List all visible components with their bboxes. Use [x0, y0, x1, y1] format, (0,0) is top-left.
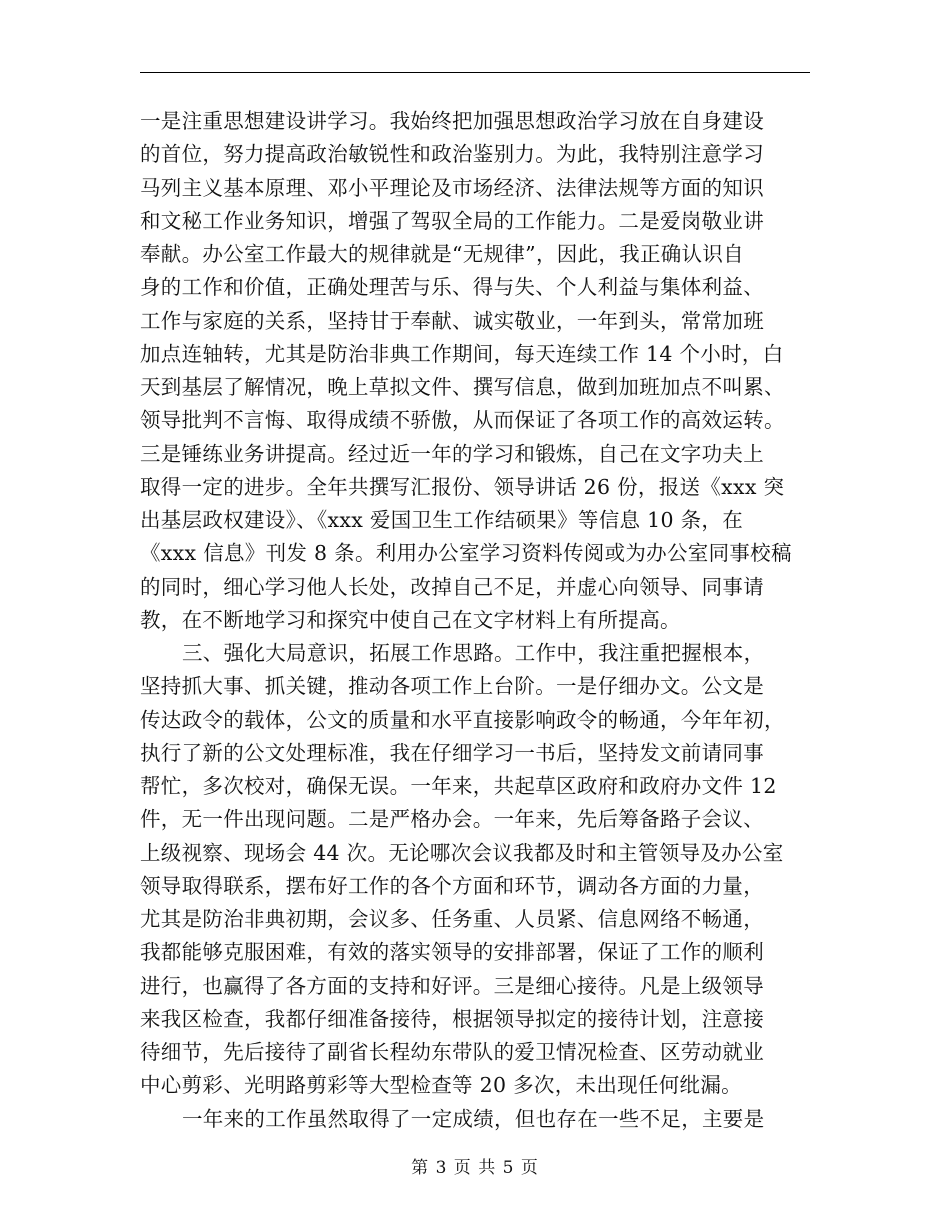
- text-line: 天到基层了解情况，晚上草拟文件、撰写信息，做到加班加点不叫累、: [140, 375, 785, 399]
- text-line: 坚持抓大事、抓关键，推动各项工作上台阶。一是仔细办文。公文是: [140, 674, 764, 699]
- text-line: 奉献。办公室工作最大的规律就是“无规律”，因此，我正确认识自: [140, 242, 744, 266]
- text-line: 一是注重思想建设讲学习。我始终把加强思想政治学习放在自身建设: [140, 109, 764, 133]
- text-line: 帮忙，多次校对，确保无误。一年来，共起草区政府和政府办文件 12: [140, 774, 777, 798]
- text-line: 待细节，先后接待了副省长程幼东带队的爱卫情况检查、区劳动就业: [140, 1040, 764, 1064]
- text-line: 的同时，细心学习他人长处，改掉自己不足，并虚心向领导、同事请: [140, 574, 764, 599]
- text-line: 和文秘工作业务知识，增强了驾驭全局的工作能力。二是爱岗敬业讲: [140, 208, 764, 233]
- text-line: 件，无一件出现问题。二是严格办会。一年来，先后筹备路子会议、: [140, 807, 764, 832]
- text-line: 领导取得联系，摆布好工作的各个方面和环节，调动各方面的力量，: [140, 873, 764, 898]
- text-line: 中心剪彩、光明路剪彩等大型检查等 20 多次，未出现任何纰漏。: [140, 1073, 742, 1098]
- text-line: 马列主义基本原理、邓小平理论及市场经济、法律法规等方面的知识: [140, 175, 764, 200]
- text-line: 出基层政权建设》、《xxx 爱国卫生工作结硕果》等信息 10 条，在: [140, 508, 744, 532]
- text-line: 传达政令的载体，公文的质量和水平直接影响政令的畅通，今年年初，: [140, 707, 785, 732]
- header-rule: [140, 72, 810, 73]
- paragraph-start-line: 一年来的工作虽然取得了一定成绩，但也存在一些不足，主要是: [182, 1106, 765, 1131]
- text-line: 《xxx 信息》刊发 8 条。利用办公室学习资料传阅或为办公室同事校稿: [140, 541, 792, 566]
- text-line: 三是锤练业务讲提高。经过近一年的学习和锻炼，自己在文字功夫上: [140, 441, 764, 466]
- text-line: 加点连轴转，尤其是防治非典工作期间，每天连续工作 14 个小时，白: [140, 341, 784, 366]
- text-line: 教，在不断地学习和探究中使自己在文字材料上有所提高。: [140, 607, 681, 632]
- text-line: 领导批判不言悔、取得成绩不骄傲，从而保证了各项工作的高效运转。: [140, 408, 785, 433]
- paragraph-start-line: 三、强化大局意识，拓展工作思路。工作中，我注重把握根本，: [182, 641, 765, 665]
- text-line: 身的工作和价值，正确处理苦与乐、得与失、个人利益与集体利益、: [140, 275, 764, 300]
- text-line: 的首位，努力提高政治敏锐性和政治鉴别力。为此，我特别注意学习: [140, 142, 764, 167]
- text-line: 上级视察、现场会 44 次。无论哪次会议我都及时和主管领导及办公室: [140, 840, 784, 865]
- text-line: 进行，也赢得了各方面的支持和好评。三是细心接待。凡是上级领导: [140, 973, 764, 998]
- text-line: 尤其是防治非典初期，会议多、任务重、人员紧、信息网络不畅通，: [140, 907, 764, 931]
- page-number-footer: 第 3 页 共 5 页: [411, 1158, 539, 1178]
- text-line: 我都能够克服困难，有效的落实领导的安排部署，保证了工作的顺利: [140, 940, 764, 965]
- text-line: 取得一定的进步。全年共撰写汇报份、领导讲话 26 份，报送《xxx 突: [140, 474, 785, 499]
- text-line: 工作与家庭的关系，坚持甘于奉献、诚实敬业，一年到头，常常加班: [140, 308, 764, 333]
- document-body: [140, 105, 820, 1136]
- text-line: 执行了新的公文处理标准，我在仔细学习一书后，坚持发文前请同事: [140, 740, 764, 765]
- text-line: 来我区检查，我都仔细准备接待，根据领导拟定的接待计划，注意接: [140, 1006, 764, 1031]
